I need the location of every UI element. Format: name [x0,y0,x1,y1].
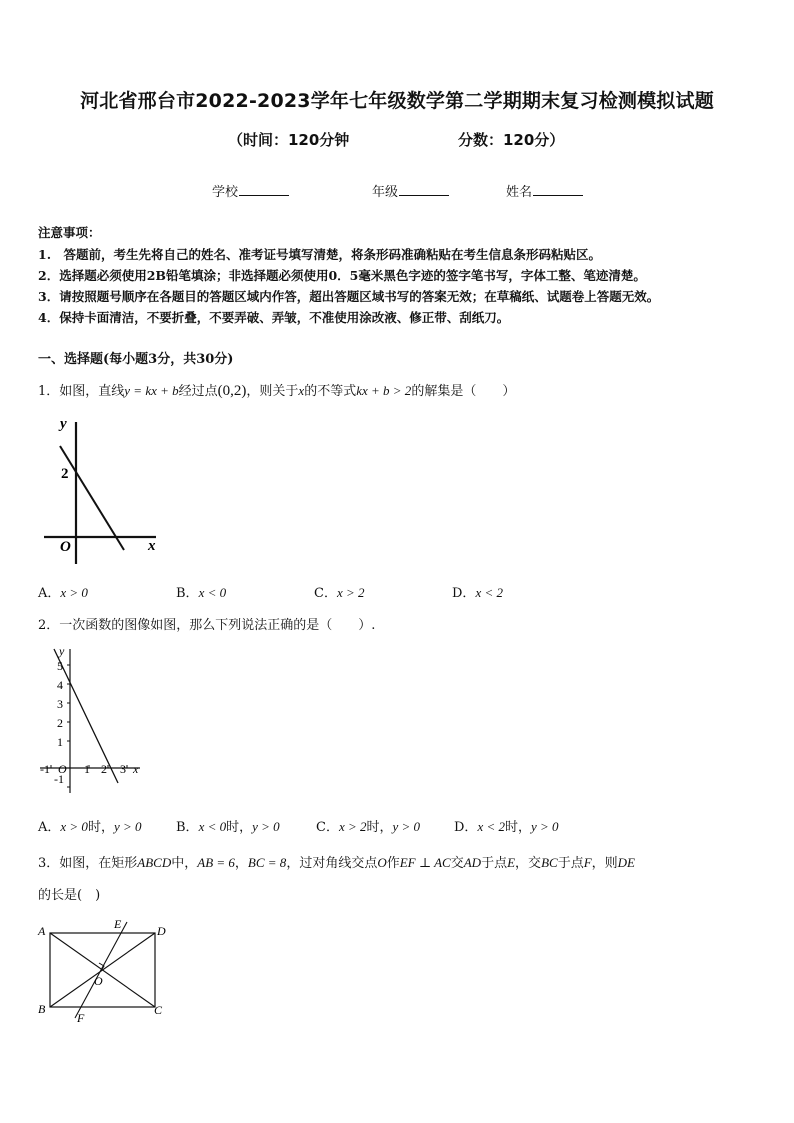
q2-ytick: 2 [57,716,63,730]
q2-xtick: -1 [40,762,50,776]
q3-line-ef [75,922,127,1018]
name-label: 姓名 [506,185,533,200]
q3-label-d: D [157,924,166,938]
note-item: 4．保持卡面清洁，不要折叠，不要弄破、弄皱，不准使用涂改液、修正带、刮纸刀。 [38,310,510,325]
school-blank [239,183,289,196]
q1-origin-label: O [60,539,71,555]
q1-option-a[interactable]: A．x > 0 [38,585,88,601]
q2-y-label: y [59,644,65,658]
page-title: 河北省邢台市2022-2023学年七年级数学第二学期期末复习检测模拟试题 [80,90,714,112]
q1-intercept-label: 2 [61,466,69,482]
q2-option-c[interactable]: C．x > 2时，y > 0 [316,819,421,835]
question-3-stem-line2: 的长是( ) [38,888,101,903]
q2-option-a[interactable]: A．x > 0时，y > 0 [38,819,142,835]
q1-graph [38,412,168,570]
name-field [506,181,583,200]
q1-option-d[interactable]: D．x < 2 [452,585,503,601]
q1-x-label: x [148,538,156,554]
name-blank [533,183,583,196]
q1-option-c[interactable]: C．x > 2 [314,585,365,601]
q2-ytick: -1 [54,772,64,786]
q3-label-e: E [114,917,122,931]
q2-ytick: 5 [57,659,63,673]
q3-label-b: B [38,1002,46,1016]
q2-ytick: 3 [57,697,63,711]
note-item: 1. 答题前，考生先将自己的姓名、准考证号填写清楚，将条形码准确粘贴在考生信息条形码粘贴区。 [38,247,602,262]
score-label: 分数：120分） [458,131,565,149]
q3-label-c: C [154,1003,163,1017]
q1-line [60,446,124,550]
q2-graph [36,643,148,795]
q2-ytick: 4 [57,678,63,692]
q1-line-equation: y = kx + b [124,383,179,398]
q1-option-b[interactable]: B．x < 0 [176,585,227,601]
q2-ytick: 1 [57,735,63,749]
grade-blank [399,183,449,196]
q2-xtick: 3 [120,762,126,776]
q3-label-a: A [38,924,46,938]
q2-option-d[interactable]: D．x < 2时，y > 0 [454,819,559,835]
note-item: 2．选择题必须使用2B铅笔填涂；非选择题必须使用0．5毫米黑色字迹的签字笔书写，字体工整、笔迹清楚。 [38,268,646,283]
q2-xtick: 2 [101,762,107,776]
q2-x-label: x [133,762,139,776]
school-field [212,181,289,200]
q2-xtick: 1 [84,762,90,776]
q2-origin-label: O [58,762,67,776]
q3-label-f: F [77,1011,85,1025]
notes-heading: 注意事项： [38,225,101,240]
q1-y-label: y [60,416,67,432]
section-title: 一、选择题(每小题3分，共30分) [38,352,234,367]
grade-field [372,181,449,200]
question-3-stem: 3．如图，在矩形ABCD中，AB = 6，BC = 8，过对角线交点O作EF ⊥ AC交AD于点E，交BC于点F，则DE [38,855,636,871]
q1-point: (0,2) [217,383,247,399]
q1-inequality: kx + b > 2 [356,383,412,398]
q3-label-o: O [94,974,103,988]
q2-option-b[interactable]: B．x < 0时，y > 0 [176,819,280,835]
question-1-stem: 1．如图，直线y = kx + b经过点(0,2)，则关于x的不等式kx + b > 2的解集是（ ） [38,383,516,399]
school-label: 学校 [212,185,239,200]
q3-figure [36,914,172,1026]
note-item: 3．请按照题号顺序在各题目的答题区域内作答，超出答题区域书写的答案无效；在草稿纸、试题卷上答题无效。 [38,289,660,304]
grade-label: 年级 [372,185,399,200]
question-2-stem: 2．一次函数的图像如图，那么下列说法正确的是（ ）. [38,618,376,633]
time-label: （时间：120分钟 [228,131,350,149]
